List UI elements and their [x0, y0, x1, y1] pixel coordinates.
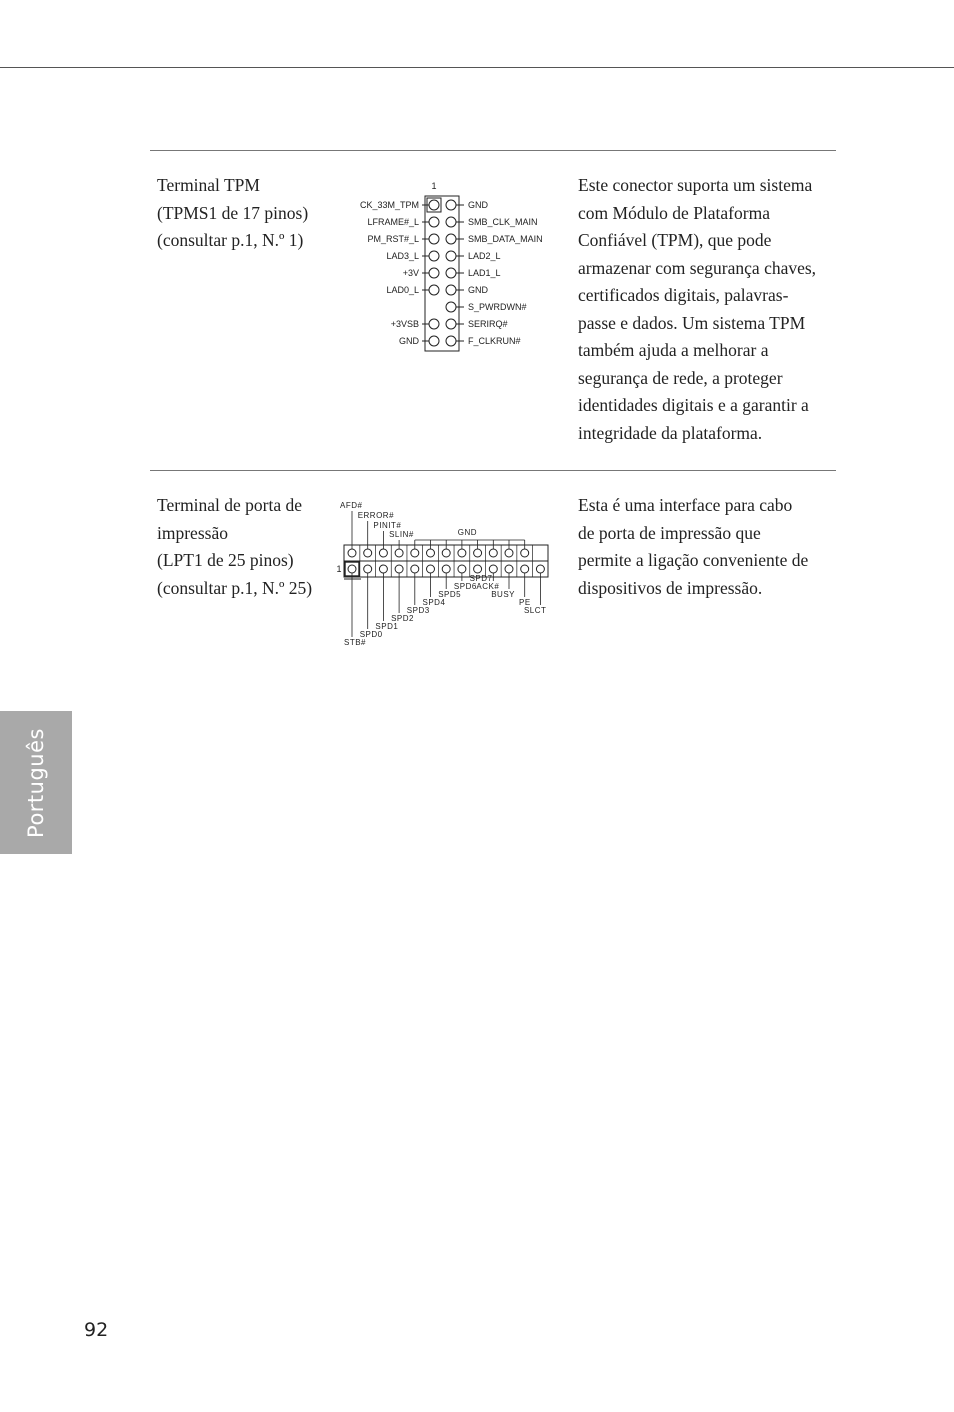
lpt-bottom-label: SPD6: [453, 582, 477, 591]
tpm-left-label: LFRAME#_L: [367, 217, 419, 227]
lpt-pin: [348, 549, 356, 557]
page-number: 92: [84, 1319, 109, 1341]
language-tab-label: Português: [24, 727, 48, 838]
lpt-bottom-label: SPD2: [391, 614, 415, 623]
tpm-pin: [446, 200, 456, 210]
tpm-pin: [429, 251, 439, 261]
tpm-right-label: LAD1_L: [468, 268, 501, 278]
tpm-desc-line: segurança de rede, a proteger: [578, 367, 783, 388]
lpt-bottom-label: SPD4: [422, 598, 446, 607]
lpt-bottom-label: SPD1: [375, 622, 399, 631]
lpt-title-line: impressão: [157, 522, 228, 543]
tpm-pin: [446, 234, 456, 244]
lpt-title-line: (LPT1 de 25 pinos): [157, 550, 294, 570]
tpm-pin: [446, 336, 456, 346]
lpt-pin: [379, 565, 387, 573]
lpt-bottom-label: STB#: [344, 638, 367, 647]
lpt-pin: [411, 549, 419, 557]
lpt-pin: [442, 549, 450, 557]
tpm-title-line: Terminal TPM: [157, 175, 260, 195]
lpt-bottom-label: SLCT: [523, 606, 547, 615]
lpt-pin1-label: 1: [336, 564, 342, 574]
tpm-title-line: (TPMS1 de 17 pinos): [157, 202, 309, 223]
lpt-bottom-label: ACK#: [476, 582, 500, 591]
tpm-pin: [446, 217, 456, 227]
tpm-left-label: LAD0_L: [386, 285, 419, 295]
tpm-title-line: (consultar p.1, N.º 1): [157, 230, 304, 250]
tpm-header-diagram: [340, 175, 570, 355]
lpt-pin: [395, 565, 403, 573]
lpt-title-line: (consultar p.1, N.º 25): [157, 577, 313, 598]
section-divider: [150, 470, 836, 471]
header-rule: [0, 67, 954, 68]
lpt-pin: [474, 565, 482, 573]
lpt-bottom-label: BUSY: [491, 590, 515, 599]
tpm-pin: [446, 251, 456, 261]
lpt-pin: [458, 549, 466, 557]
tpm-desc-line: integridade da plataforma.: [578, 422, 763, 443]
tpm-pin: [429, 217, 439, 227]
tpm-left-label: LAD3_L: [386, 251, 419, 261]
lpt-pin: [364, 549, 372, 557]
lpt-description: [578, 492, 838, 602]
tpm-pin: [429, 336, 439, 346]
lpt-pin: [427, 565, 435, 573]
tpm-desc-line: armazenar com segurança chaves,: [578, 257, 817, 278]
tpm-pin: [446, 268, 456, 278]
tpm-pin: [446, 302, 456, 312]
tpm-right-label: GND: [468, 285, 488, 295]
tpm-right-label: GND: [468, 200, 488, 210]
tpm-left-label: +3V: [402, 268, 419, 278]
lpt-pin: [505, 565, 513, 573]
lpt-pin: [521, 549, 529, 557]
tpm-right-label: SERIRQ#: [468, 319, 508, 329]
tpm-desc-line: certificados digitais, palavras-: [578, 285, 789, 305]
lpt-bottom-label: SPD3: [406, 606, 430, 615]
tpm-right-label: SMB_CLK_MAIN: [468, 217, 538, 227]
lpt-pin: [364, 565, 372, 573]
tpm-pin: [429, 268, 439, 278]
lpt-top-label: GND: [457, 528, 478, 537]
tpm-right-label: S_PWRDWN#: [468, 302, 527, 312]
lpt-desc-line: dispositivos de impressão.: [578, 577, 763, 598]
lpt-pin: [458, 565, 466, 573]
lpt-top-label: SLIN#: [389, 530, 414, 539]
tpm-desc-line: passe e dados. Um sistema TPM: [578, 312, 806, 333]
lpt-bottom-label: SPD0: [359, 630, 383, 639]
tpm-left-label: PM_RST#_L: [367, 234, 419, 244]
lpt-pin: [411, 565, 419, 573]
tpm-pin: [446, 319, 456, 329]
tpm-desc-line: Confiável (TPM), que pode: [578, 230, 772, 250]
language-side-tab: [0, 711, 72, 854]
lpt-desc-line: permite a ligação conveniente de: [578, 550, 809, 570]
lpt-bottom-label: SPD5: [438, 590, 462, 599]
lpt-pin: [505, 549, 513, 557]
section-divider: [150, 150, 836, 151]
tpm-desc-line: também ajuda a melhorar a: [578, 340, 769, 360]
lpt-top-label: ERROR#: [357, 511, 395, 520]
tpm-right-label: SMB_DATA_MAIN: [468, 234, 543, 244]
tpm-desc-line: Este conector suporta um sistema: [578, 175, 813, 195]
tpm-pin: [429, 200, 439, 210]
tpm-desc-line: identidades digitais e a garantir a: [578, 395, 809, 415]
lpt-desc-line: Esta é uma interface para cabo: [578, 495, 793, 515]
lpt-title-block: [157, 492, 337, 602]
tpm-title-block: [157, 172, 337, 255]
tpm-left-label: GND: [399, 336, 419, 346]
lpt-title-line: Terminal de porta de: [157, 495, 303, 515]
lpt-pin: [379, 549, 387, 557]
lpt-pin: [348, 565, 356, 573]
lpt-bottom-label: PE: [519, 598, 531, 607]
tpm-pin: [446, 285, 456, 295]
tpm-pin1-label: 1: [431, 181, 437, 191]
lpt-desc-line: de porta de impressão que: [578, 522, 761, 543]
lpt-header-diagram: [330, 497, 560, 657]
tpm-pin: [429, 319, 439, 329]
lpt-pin: [521, 565, 529, 573]
tpm-right-label: LAD2_L: [468, 251, 501, 261]
tpm-desc-line: com Módulo de Plataforma: [578, 202, 770, 223]
tpm-right-label: F_CLKRUN#: [468, 336, 521, 346]
lpt-pin: [489, 549, 497, 557]
lpt-top-label: PINIT#: [373, 521, 402, 530]
tpm-pin: [429, 234, 439, 244]
lpt-pin: [489, 565, 497, 573]
tpm-left-label: +3VSB: [390, 319, 419, 329]
lpt-bottom-label: SPD7: [469, 574, 493, 583]
lpt-top-label: AFD#: [340, 501, 363, 510]
lpt-pin: [395, 549, 403, 557]
lpt-pin: [442, 565, 450, 573]
tpm-description: [578, 172, 838, 447]
lpt-pin: [536, 565, 544, 573]
lpt-pin: [474, 549, 482, 557]
tpm-pin: [429, 285, 439, 295]
tpm-left-label: CK_33M_TPM: [359, 200, 419, 210]
lpt-pin: [427, 549, 435, 557]
